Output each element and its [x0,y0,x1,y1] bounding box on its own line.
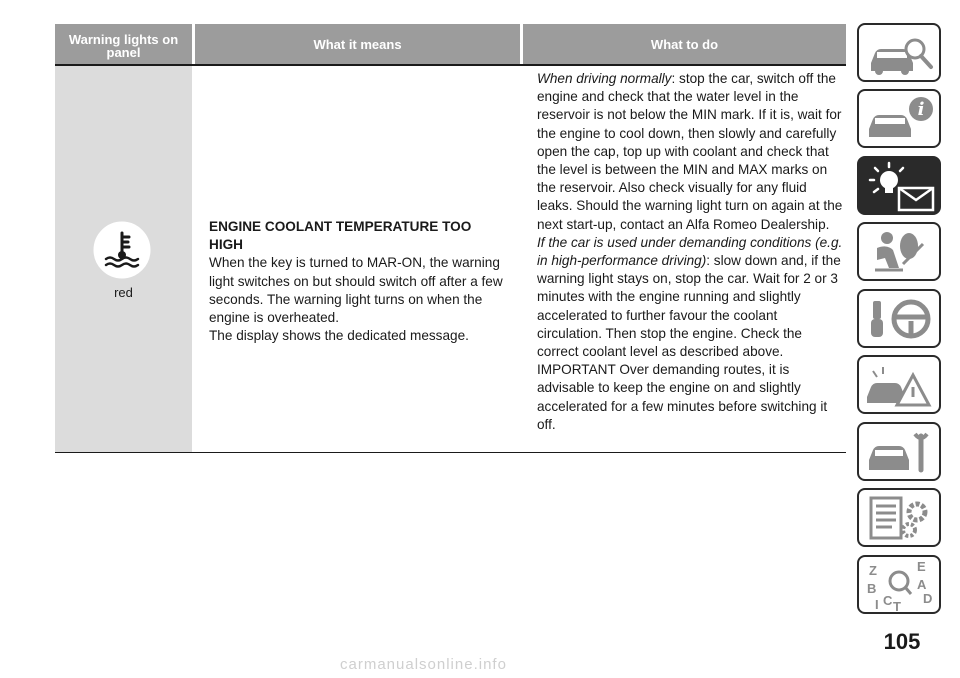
car-magnifier-icon [859,25,943,84]
index-letter-d: D [923,591,933,606]
specs-gears-icon [859,490,943,549]
table-row [55,66,846,452]
meaning-text: When the key is turned to MAR-ON, the warning light switches on but should switch off after a few seconds. The warning light turns on when the engine is overheated. [209,255,503,326]
table-bottom-rule [55,452,846,453]
page-number: 105 [883,629,921,654]
tab-starting-driving[interactable] [857,289,941,348]
meaning-title: ENGINE COOLANT TEMPERATURE TOO HIGH [209,219,472,253]
car-emergency-icon [859,357,943,416]
index-letter-a: A [917,577,927,592]
warning-light-message-icon [859,158,943,217]
header-what-it-means: What it means [195,24,520,64]
svg-text:i: i [917,99,925,120]
action-demanding-label: If the car is used under demanding conditions (e.g. in high-performance driving) [537,234,843,269]
action-normal-text: : stop the car, switch off the engine and check that the water level in the reservoir is not below the MIN mark. If it is, wait for the engine to cool down, then slowly and carefully open the cap, top up with coolant and check that the level is between the MIN and MAX marks on the reservoir. Also check visually for any fluid leaks. Should the warning light turn on again at the next start-up, contact an Alfa Romeo Dealership. [537,71,843,232]
index-letter-e: E [917,559,926,574]
key-steering-wheel-icon [859,291,943,350]
tab-index[interactable] [857,555,941,614]
tab-emergency[interactable] [857,355,941,414]
meaning-display-note: The display shows the dedicated message. [209,328,469,344]
table-header [55,24,846,64]
tab-maintenance[interactable] [857,422,941,481]
action-demanding-paragraph [537,234,846,361]
action-normal-label: When driving normally [537,71,672,86]
tab-technical-data[interactable] [857,488,941,547]
header-warning-lights: Warning lights on panel [55,24,192,66]
header-what-to-do: What to do [523,24,846,64]
index-letter-c: C [883,593,893,608]
car-info-icon [859,91,943,150]
tab-car-info[interactable] [857,89,941,148]
light-color-label: red [114,285,133,300]
action-cell [537,70,846,434]
warning-light-table [55,24,846,432]
index-letter-b: B [867,581,877,596]
airbag-seat-icon [859,224,943,283]
coolant-temperature-icon [92,220,152,280]
warning-light-cell [55,66,192,452]
index-letter-t: T [893,599,901,614]
tab-warning-lights[interactable] [857,156,941,215]
index-letter-i: I [875,597,879,612]
car-wrench-icon [859,424,943,483]
tab-car-magnifier[interactable] [857,23,941,82]
meaning-cell [209,218,509,345]
action-demanding-text: : slow down and, if the warning light stays on, stop the car. Wait for 2 or 3 minutes with the engine running and slightly accelerated to further favour the coolant circulation. Then stop the engine. Check the correct coolant level as described above. [537,253,841,360]
action-important: IMPORTANT Over demanding routes, it is advisable to keep the engine on and slightly accelerated for a few minutes before switching it off. [537,362,828,432]
index-letter-z: Z [869,563,877,578]
tab-safety[interactable] [857,222,941,281]
action-normal-paragraph [537,70,846,234]
alphabetical-index-icon [859,557,943,616]
watermark: carmanualsonline.info [340,656,507,673]
